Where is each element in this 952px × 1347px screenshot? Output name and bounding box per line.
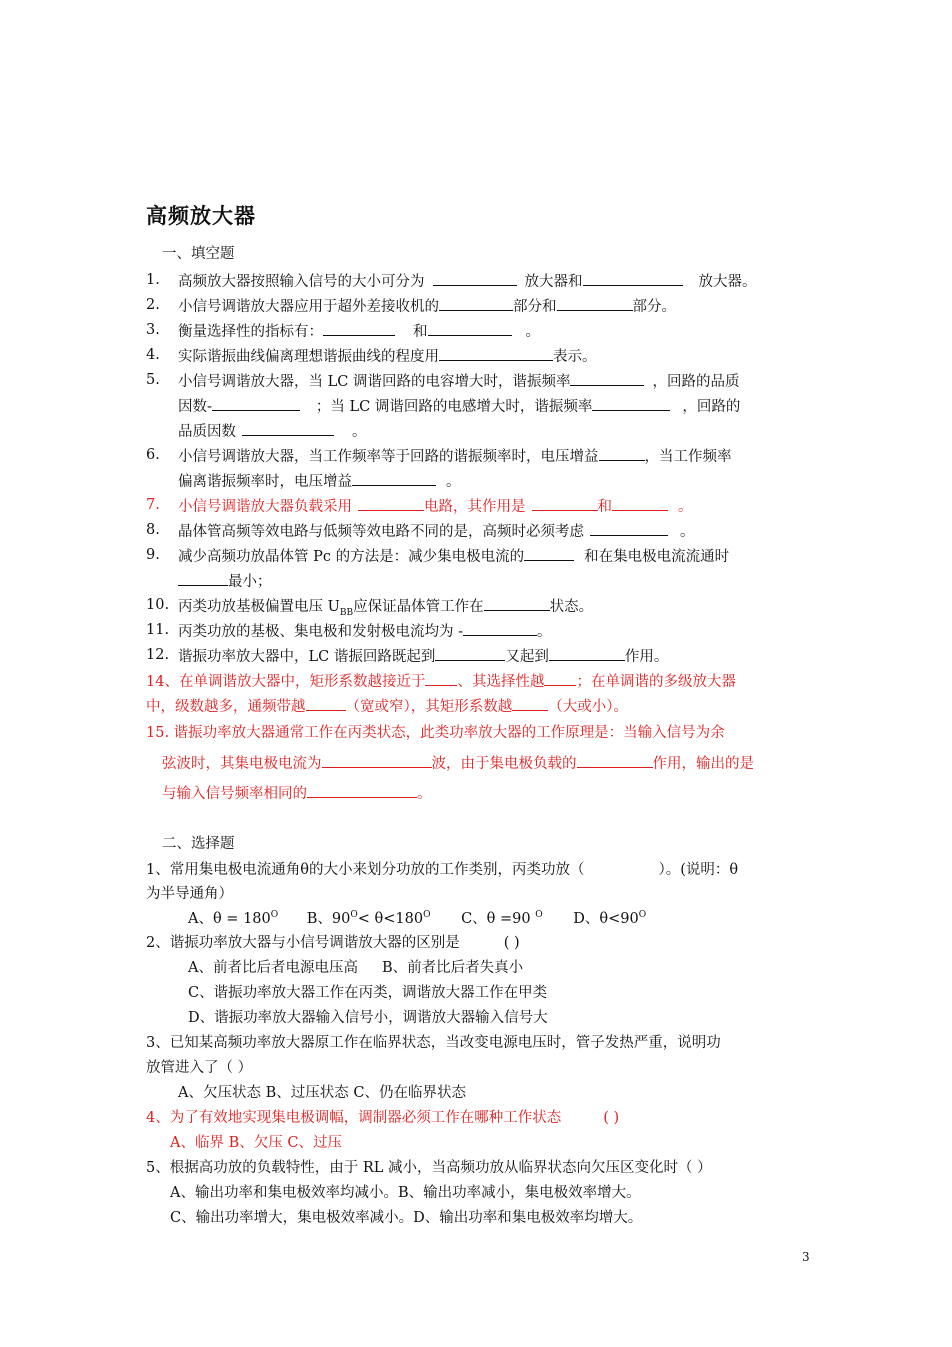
choice-question-5-options-ab: A、输出功率和集电极效率均减小。B、输出功率减小，集电极效率增大。 xyxy=(170,1185,641,1201)
choice-question-3-line2: 放管进入了（ ） xyxy=(146,1060,253,1076)
choice-question-4-options: A、临界 B、欠压 C、过压 xyxy=(170,1135,342,1151)
choice-question-2-options-ab: A、前者比后者电源电压高 B、前者比后者失真小 xyxy=(188,960,524,976)
fill-question-12: 12. 谐振功率放大器中，LC 谐振回路既起到 又起到 作用。 xyxy=(146,647,669,665)
fill-question-14-line2: 中，级数越多，通频带越 （宽或窄），其矩形系数越 （大或小）。 xyxy=(146,695,628,717)
fill-question-15-line2: 弦波时，其集电极电流为 波，由于集电极负载的 作用，输出的是 xyxy=(162,752,754,775)
fill-question-4: 4. 实际谐振曲线偏离理想谐振曲线的程度用 表示。 xyxy=(146,347,597,365)
fill-question-5-line3: 品质因数 。 xyxy=(178,420,367,442)
choice-question-2-option-d: D、谐振功率放大器输入信号小，调谐放大器输入信号大 xyxy=(188,1010,548,1026)
fill-question-8: 8. 晶体管高频等效电路与低频等效电路不同的是，高频时必须考虑 。 xyxy=(146,522,695,540)
page-number: 3 xyxy=(802,1250,810,1264)
choice-question-4: 4、为了有效地实现集电极调幅，调制器必须工作在哪种工作状态 ( ) xyxy=(146,1110,620,1126)
choice-question-1: 1、常用集电极电流通角θ的大小来划分功放的工作类别，丙类功放（ ）。(说明：θ xyxy=(146,862,739,878)
fill-question-6: 6. 小信号调谐放大器，当工作频率等于回路的谐振频率时，电压增益 ，当工作频率 xyxy=(146,447,732,465)
fill-question-1: 1. 高频放大器按照输入信号的大小可分为 放大器和 放大器。 xyxy=(146,272,757,290)
fill-question-10: 10. 丙类功放基极偏置电压 $U_{BB}$应保证晶体管工作在 状态。 xyxy=(146,597,594,618)
section-fill-heading: 一、填空题 xyxy=(162,246,235,262)
choice-question-3: 3、已知某高频功率放大器原工作在临界状态，当改变电源电压时，管子发热严重，说明功 xyxy=(146,1035,721,1051)
choice-question-1-options: A、$\theta = 180^O$ B、$90^O< \theta<180^O$ C、θ =90 $^O$ D、$\theta<90^O$ xyxy=(188,910,647,927)
fill-question-6-line2: 偏离谐振频率时，电压增益 。 xyxy=(178,470,461,492)
choice-question-3-options: A、欠压状态 B、过压状态 C、仍在临界状态 xyxy=(178,1085,466,1101)
choice-question-2: 2、谐振功率放大器与小信号调谐放大器的区别是 ( ) xyxy=(146,935,520,951)
fill-question-2: 2. 小信号调谐放大器应用于超外差接收机的 部分和 部分。 xyxy=(146,297,676,315)
fill-question-3: 3. 衡量选择性的指标有： 和 。 xyxy=(146,322,540,340)
choice-question-5-options-cd: C、输出功率增大，集电极效率减小。D、输出功率和集电极效率均增大。 xyxy=(170,1210,643,1226)
choice-question-2-option-c: C、谐振功率放大器工作在丙类，调谐放大器工作在甲类 xyxy=(188,985,548,1001)
fill-question-14: 14、在单调谐放大器中，矩形系数越接近于 、其选择性越 ；在单调谐的多级放大器 xyxy=(146,670,736,692)
fill-question-11: 11. 丙类功放的基极、集电极和发射极电流均为 - 。 xyxy=(146,622,552,640)
fill-question-15-line3: 与输入信号频率相同的 。 xyxy=(162,782,432,805)
page-title: 高频放大器 xyxy=(146,204,256,228)
choice-question-5: 5、根据高功放的负载特性，由于 RL 减小，当高频功放从临界状态向欠压区变化时（ ） xyxy=(146,1160,712,1176)
fill-question-5-line2: 因数- ；当 LC 调谐回路的电感增大时，谐振频率 ，回路的 xyxy=(178,395,740,417)
choice-question-1-line2: 为半导通角） xyxy=(146,886,233,902)
fill-question-9-line2: 最小； xyxy=(178,570,272,592)
fill-question-9: 9. 减少高频功放晶体管 Pc 的方法是：减少集电极电流的 和在集电极电流流通时 xyxy=(146,547,730,565)
fill-question-15: 15. 谐振功率放大器通常工作在丙类状态，此类功率放大器的工作原理是：当输入信号为余 xyxy=(146,725,725,741)
section-choice-heading: 二、选择题 xyxy=(162,836,235,852)
fill-question-7: 7. 小信号调谐放大器负载采用 电路，其作用是 和 。 xyxy=(146,497,693,515)
fill-question-5: 5. 小信号调谐放大器，当 LC 调谐回路的电容增大时，谐振频率 ，回路的品质 xyxy=(146,372,740,390)
